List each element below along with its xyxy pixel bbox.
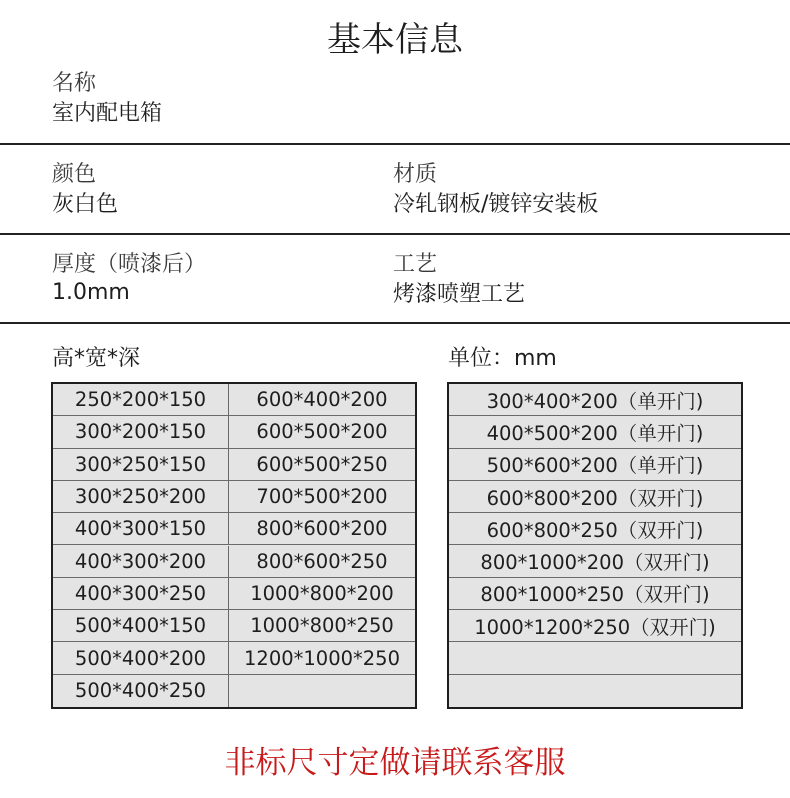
process-value: 烤漆喷塑工艺 [393, 282, 526, 307]
table-cell: 300*250*200 [53, 481, 229, 513]
table-cell: 1000*800*200 [229, 578, 415, 610]
table-cell: 600*800*250（双开门) [449, 513, 741, 545]
table-cell [229, 675, 415, 707]
custom-size-notice: 非标尺寸定做请联系客服 [224, 745, 566, 781]
table-cell: 400*300*150 [53, 513, 229, 545]
table-cell: 600*400*200 [229, 384, 415, 416]
table-cell: 500*400*200 [53, 642, 229, 674]
table-cell: 1200*1000*250 [229, 642, 415, 674]
table-cell: 600*500*200 [229, 416, 415, 448]
table-cell: 800*1000*200（双开门) [449, 546, 741, 578]
table-cell: 400*300*200 [53, 546, 229, 578]
divider [0, 143, 790, 145]
table-cell [449, 642, 741, 674]
table-cell: 300*250*150 [53, 449, 229, 481]
page-title: 基本信息 [327, 20, 463, 60]
thickness-value: 1.0mm [52, 280, 130, 305]
table-cell: 600*800*200（双开门) [449, 481, 741, 513]
divider [0, 233, 790, 235]
table-cell: 800*1000*250（双开门) [449, 578, 741, 610]
table-cell: 1000*1200*250（双开门) [449, 610, 741, 642]
table-cell: 500*400*250 [53, 675, 229, 707]
process-label: 工艺 [393, 252, 438, 277]
table-cell: 400*500*200（单开门) [449, 416, 741, 448]
table-cell: 600*500*250 [229, 449, 415, 481]
material-value: 冷轧钢板/镀锌安装板 [393, 192, 599, 217]
color-value: 灰白色 [52, 192, 119, 217]
table-cell: 250*200*150 [53, 384, 229, 416]
table-cell [449, 675, 741, 707]
name-label: 名称 [52, 71, 97, 96]
color-label: 颜色 [52, 162, 97, 187]
table-cell: 700*500*200 [229, 481, 415, 513]
size-table-right [447, 382, 743, 709]
table-cell: 500*400*150 [53, 610, 229, 642]
size-label: 高*宽*深 [52, 346, 141, 371]
table-cell: 1000*800*250 [229, 610, 415, 642]
size-table-left [51, 382, 417, 709]
thickness-label: 厚度（喷漆后） [52, 252, 207, 277]
table-cell: 500*600*200（单开门) [449, 449, 741, 481]
table-cell: 300*400*200（单开门) [449, 384, 741, 416]
table-cell: 300*200*150 [53, 416, 229, 448]
name-value: 室内配电箱 [52, 101, 163, 126]
divider [0, 322, 790, 324]
table-cell: 400*300*250 [53, 578, 229, 610]
material-label: 材质 [393, 162, 438, 187]
unit-label: 单位：mm [448, 346, 557, 371]
table-cell: 800*600*250 [229, 546, 415, 578]
table-cell: 800*600*200 [229, 513, 415, 545]
